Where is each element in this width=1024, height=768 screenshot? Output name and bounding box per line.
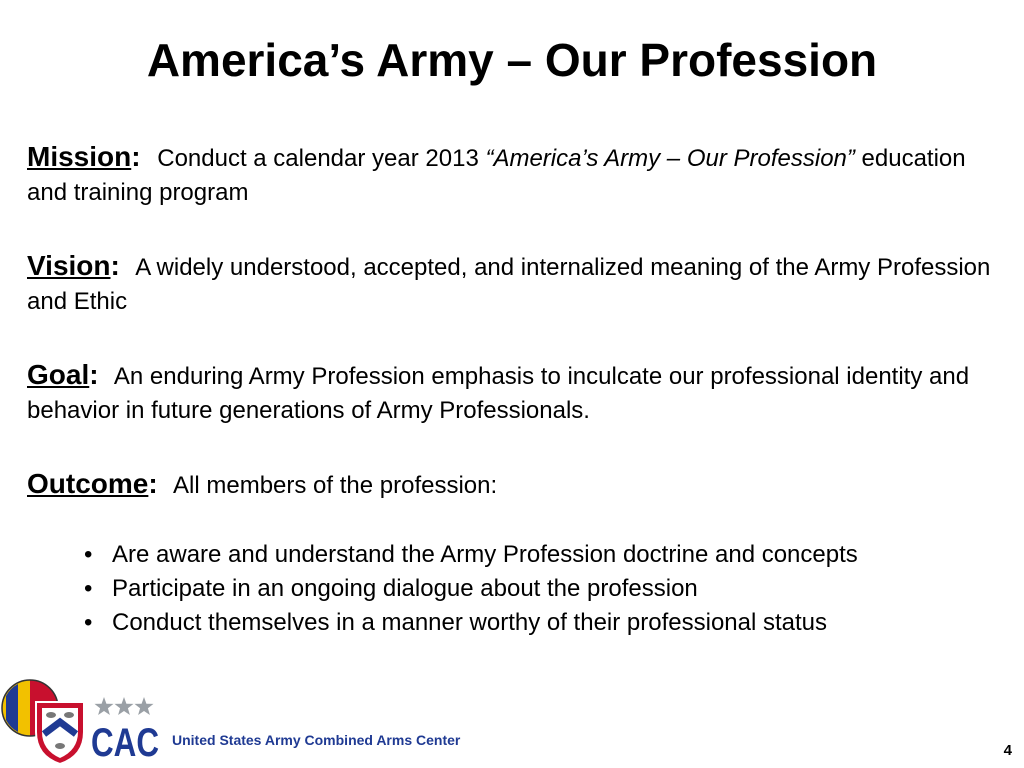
outcome-section (27, 467, 1002, 503)
footer-organization: United States Army Combined Arms Center (172, 732, 461, 748)
outcome-bullet: • Participate in an ongoing dialogue about the profession (80, 572, 1010, 606)
logo-text: CAC (91, 721, 159, 765)
mission-text-italic: “America’s Army – Our Profession” (485, 145, 855, 172)
three-stars-icon (95, 697, 154, 715)
mission-text-a: Conduct a calendar year 2013 (157, 145, 486, 172)
goal-label: Goal: (27, 359, 99, 390)
goal-section (27, 358, 1002, 428)
outcome-bullet: • Are aware and understand the Army Profession doctrine and concepts (80, 538, 1010, 572)
outcome-bullet: • Conduct themselves in a manner worthy of their professional status (80, 606, 1010, 640)
mission-label: Mission: (27, 141, 141, 172)
outcome-text: All members of the profession: (173, 472, 498, 499)
slide-title: America’s Army – Our Profession (146, 34, 878, 86)
outcome-label: Outcome: (27, 468, 158, 499)
shield-emblem-icon (36, 702, 84, 764)
vision-section (27, 249, 1002, 319)
page-number: 4 (1003, 742, 1012, 759)
mission-section (27, 140, 1002, 210)
mission-text-b: education and training program (27, 145, 966, 206)
cac-logo (0, 672, 170, 768)
vision-text: A widely understood, accepted, and internalized meaning of the Army Profession and Ethic (27, 254, 991, 315)
vision-label: Vision: (27, 250, 120, 281)
goal-text: An enduring Army Profession emphasis to inculcate our professional identity and behavior in future generations of Army Professionals. (27, 363, 970, 424)
outcome-bullet-list (80, 538, 1010, 640)
